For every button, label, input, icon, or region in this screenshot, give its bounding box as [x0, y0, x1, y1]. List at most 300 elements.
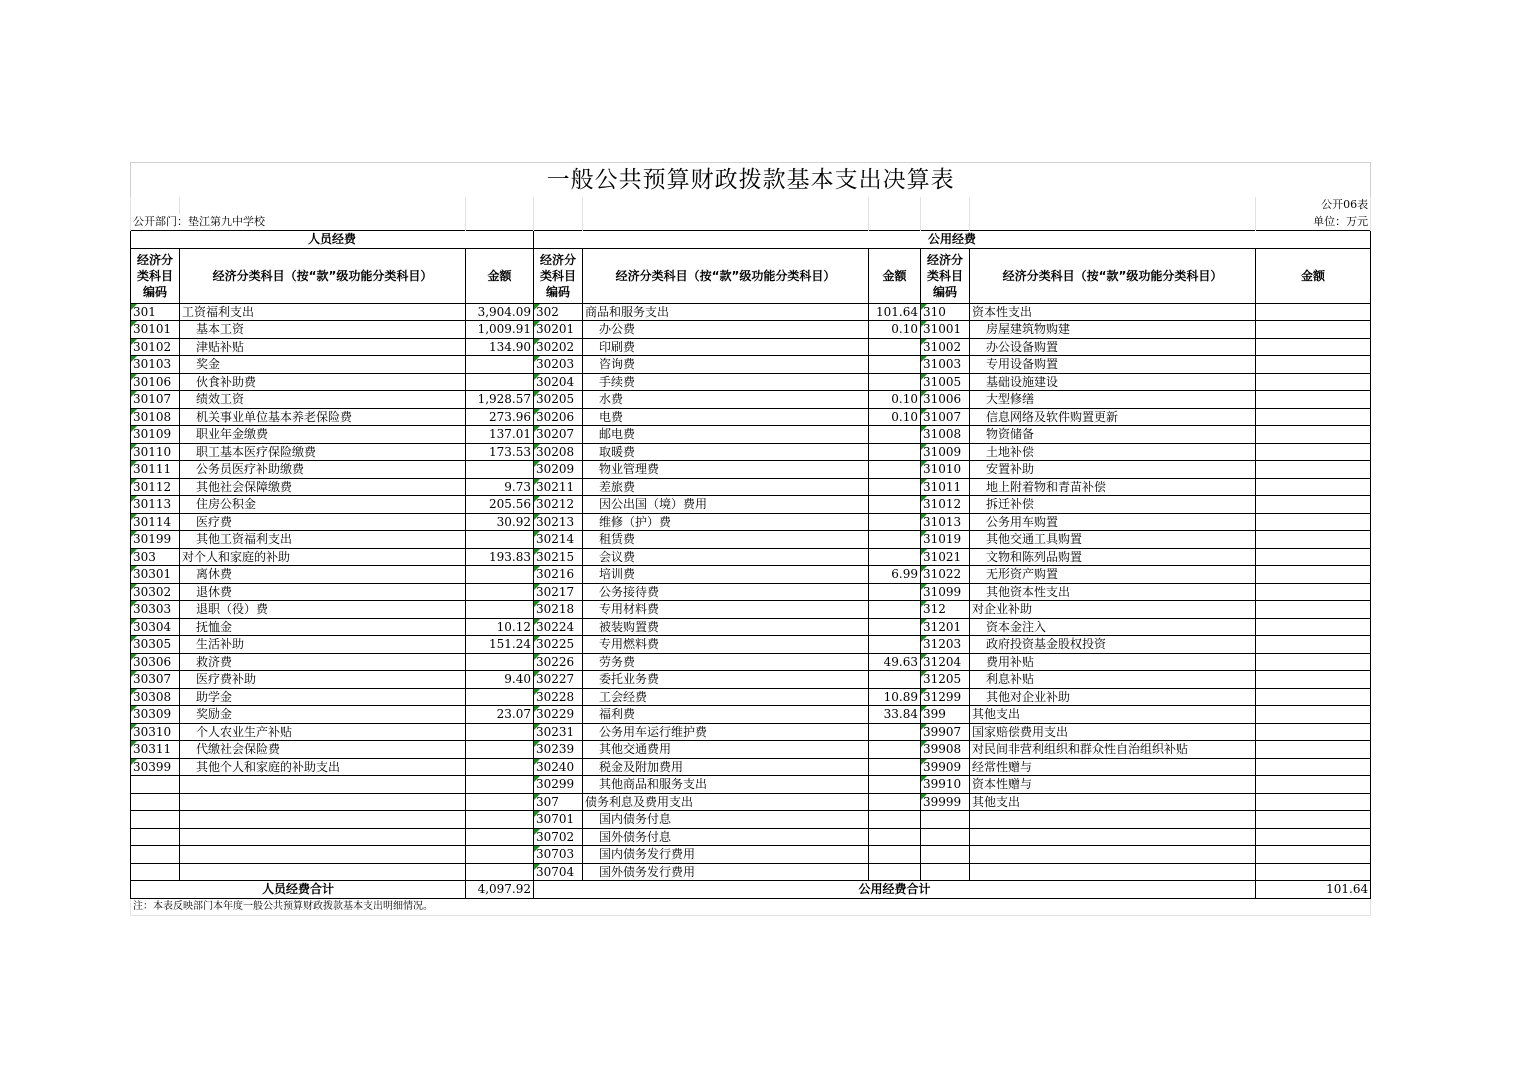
- table-row: [131, 443, 1371, 461]
- amount-cell: [1256, 513, 1371, 531]
- subject-name-cell: [180, 846, 466, 864]
- economic-code-cell: 30703: [534, 846, 583, 864]
- amount-cell: [869, 758, 921, 776]
- amount-cell: 10.89: [869, 688, 921, 706]
- economic-code-cell: [921, 863, 970, 881]
- amount-cell: [869, 776, 921, 794]
- amount-cell: 205.56: [466, 496, 534, 514]
- table-row: [131, 531, 1371, 549]
- table-row: [131, 653, 1371, 671]
- subject-name-cell: 其他支出: [970, 706, 1256, 724]
- amount-cell: 134.90: [466, 338, 534, 356]
- economic-code-cell: 31011: [921, 478, 970, 496]
- col-header-code: 经济分类科目编码: [131, 248, 180, 303]
- personnel-total-label: 人员经费合计: [131, 881, 466, 899]
- economic-code-cell: 31204: [921, 653, 970, 671]
- subject-name-cell: 退休费: [180, 583, 466, 601]
- amount-cell: [466, 653, 534, 671]
- table-row: [131, 793, 1371, 811]
- amount-cell: 9.40: [466, 671, 534, 689]
- economic-code-cell: 30204: [534, 373, 583, 391]
- economic-code-cell: 30227: [534, 671, 583, 689]
- amount-cell: [1256, 496, 1371, 514]
- table-row: [131, 863, 1371, 881]
- amount-cell: [466, 811, 534, 829]
- amount-cell: [1256, 303, 1371, 321]
- amount-cell: [466, 758, 534, 776]
- subject-name-cell: 生活补助: [180, 636, 466, 654]
- subject-name-cell: 机关事业单位基本养老保险费: [180, 408, 466, 426]
- amount-cell: [1256, 601, 1371, 619]
- economic-code-cell: 30228: [534, 688, 583, 706]
- economic-code-cell: 30303: [131, 601, 180, 619]
- subject-name-cell: 基础设施建设: [970, 373, 1256, 391]
- table-row: [131, 426, 1371, 444]
- economic-code-cell: 30701: [534, 811, 583, 829]
- subject-name-cell: 文物和陈列品购置: [970, 548, 1256, 566]
- subject-name-cell: 奖金: [180, 356, 466, 374]
- subject-name-cell: 其他支出: [970, 793, 1256, 811]
- subject-name-cell: 其他交通工具购置: [970, 531, 1256, 549]
- economic-code-cell: 39908: [921, 741, 970, 759]
- table-row: [131, 338, 1371, 356]
- economic-code-cell: 30302: [131, 583, 180, 601]
- subject-name-cell: 公务员医疗补助缴费: [180, 461, 466, 479]
- economic-code-cell: 30702: [534, 828, 583, 846]
- subject-name-cell: 政府投资基金股权投资: [970, 636, 1256, 654]
- table-row: [131, 548, 1371, 566]
- amount-cell: [1256, 531, 1371, 549]
- col-header-amount: 金额: [466, 248, 534, 303]
- amount-cell: 1,009.91: [466, 321, 534, 339]
- subject-name-cell: 安置补助: [970, 461, 1256, 479]
- amount-cell: [466, 793, 534, 811]
- table-row: [131, 303, 1371, 321]
- economic-code-cell: 30215: [534, 548, 583, 566]
- amount-cell: [869, 478, 921, 496]
- amount-cell: [1256, 583, 1371, 601]
- amount-cell: [1256, 653, 1371, 671]
- amount-cell: [1256, 461, 1371, 479]
- economic-code-cell: [131, 776, 180, 794]
- table-row: [131, 478, 1371, 496]
- economic-code-cell: 30202: [534, 338, 583, 356]
- economic-code-cell: 30205: [534, 391, 583, 409]
- subject-name-cell: [180, 793, 466, 811]
- subject-name-cell: 其他对企业补助: [970, 688, 1256, 706]
- economic-code-cell: 30112: [131, 478, 180, 496]
- subject-name-cell: 国内债务发行费用: [583, 846, 869, 864]
- subject-name-cell: 办公费: [583, 321, 869, 339]
- economic-code-cell: 301: [131, 303, 180, 321]
- amount-cell: 49.63: [869, 653, 921, 671]
- amount-cell: 137.01: [466, 426, 534, 444]
- subject-name-cell: 个人农业生产补贴: [180, 723, 466, 741]
- economic-code-cell: 30212: [534, 496, 583, 514]
- subject-name-cell: 公务用车购置: [970, 513, 1256, 531]
- col-header-name: 经济分类科目（按“款”级功能分类科目）: [583, 248, 869, 303]
- amount-cell: [869, 461, 921, 479]
- col-header-amount: 金额: [1256, 248, 1371, 303]
- economic-code-cell: 39909: [921, 758, 970, 776]
- amount-cell: [1256, 426, 1371, 444]
- amount-cell: 1,928.57: [466, 391, 534, 409]
- amount-cell: [1256, 373, 1371, 391]
- subject-name-cell: 工会经费: [583, 688, 869, 706]
- subject-name-cell: 专用燃料费: [583, 636, 869, 654]
- amount-cell: 151.24: [466, 636, 534, 654]
- table-row: [131, 811, 1371, 829]
- amount-cell: [869, 443, 921, 461]
- public-total-label: 公用经费合计: [534, 881, 1256, 899]
- economic-code-cell: 31001: [921, 321, 970, 339]
- economic-code-cell: 31002: [921, 338, 970, 356]
- amount-cell: 0.10: [869, 391, 921, 409]
- table-row: [131, 391, 1371, 409]
- economic-code-cell: 30211: [534, 478, 583, 496]
- amount-cell: [1256, 443, 1371, 461]
- amount-cell: [869, 373, 921, 391]
- subject-name-cell: 水费: [583, 391, 869, 409]
- amount-cell: 193.83: [466, 548, 534, 566]
- department-label: 公开部门：垫江第九中学校: [131, 214, 466, 231]
- subject-name-cell: [180, 828, 466, 846]
- economic-code-cell: 31007: [921, 408, 970, 426]
- subject-name-cell: 职业年金缴费: [180, 426, 466, 444]
- amount-cell: [1256, 811, 1371, 829]
- economic-code-cell: 30299: [534, 776, 583, 794]
- amount-cell: [1256, 478, 1371, 496]
- table-row: [131, 583, 1371, 601]
- economic-code-cell: 30109: [131, 426, 180, 444]
- amount-cell: [869, 793, 921, 811]
- subject-name-cell: 救济费: [180, 653, 466, 671]
- footnote: 注：本表反映部门本年度一般公共预算财政拨款基本支出明细情况。: [131, 898, 1371, 916]
- amount-cell: [869, 863, 921, 881]
- subject-name-cell: 职工基本医疗保险缴费: [180, 443, 466, 461]
- subject-name-cell: 其他个人和家庭的补助支出: [180, 758, 466, 776]
- col-header-name: 经济分类科目（按“款”级功能分类科目）: [180, 248, 466, 303]
- amount-cell: [869, 496, 921, 514]
- economic-code-cell: 30111: [131, 461, 180, 479]
- amount-cell: [869, 531, 921, 549]
- amount-cell: [1256, 688, 1371, 706]
- table-row: [131, 408, 1371, 426]
- economic-code-cell: 30113: [131, 496, 180, 514]
- unit-label: 单位：万元: [1256, 214, 1371, 231]
- economic-code-cell: [131, 846, 180, 864]
- subject-name-cell: 奖励金: [180, 706, 466, 724]
- amount-cell: 173.53: [466, 443, 534, 461]
- amount-cell: [466, 741, 534, 759]
- economic-code-cell: 30114: [131, 513, 180, 531]
- amount-cell: [1256, 321, 1371, 339]
- subject-name-cell: 助学金: [180, 688, 466, 706]
- economic-code-cell: 30209: [534, 461, 583, 479]
- economic-code-cell: 30310: [131, 723, 180, 741]
- subject-name-cell: [180, 863, 466, 881]
- subject-name-cell: 大型修缮: [970, 391, 1256, 409]
- economic-code-cell: 31003: [921, 356, 970, 374]
- economic-code-cell: 30107: [131, 391, 180, 409]
- report-title: 一般公共预算财政拨款基本支出决算表: [131, 163, 1371, 198]
- economic-code-cell: 39907: [921, 723, 970, 741]
- amount-cell: 0.10: [869, 321, 921, 339]
- amount-cell: [1256, 706, 1371, 724]
- amount-cell: [466, 828, 534, 846]
- amount-cell: [869, 618, 921, 636]
- economic-code-cell: 30226: [534, 653, 583, 671]
- public-total-amount: 101.64: [1256, 881, 1371, 899]
- economic-code-cell: 31012: [921, 496, 970, 514]
- subject-name-cell: 退职（役）费: [180, 601, 466, 619]
- economic-code-cell: 30399: [131, 758, 180, 776]
- economic-code-cell: 31010: [921, 461, 970, 479]
- economic-code-cell: 30311: [131, 741, 180, 759]
- amount-cell: [1256, 636, 1371, 654]
- amount-cell: [466, 461, 534, 479]
- economic-code-cell: 30203: [534, 356, 583, 374]
- subject-name-cell: 住房公积金: [180, 496, 466, 514]
- subject-name-cell: 对民间非营利组织和群众性自治组织补贴: [970, 741, 1256, 759]
- economic-code-cell: 30201: [534, 321, 583, 339]
- economic-code-cell: 30224: [534, 618, 583, 636]
- amount-cell: [1256, 863, 1371, 881]
- expenditure-table: [130, 162, 1371, 916]
- economic-code-cell: 31019: [921, 531, 970, 549]
- subject-name-cell: 印刷费: [583, 338, 869, 356]
- subject-name-cell: 对个人和家庭的补助: [180, 548, 466, 566]
- amount-cell: [1256, 793, 1371, 811]
- table-row: [131, 758, 1371, 776]
- subject-name-cell: 邮电费: [583, 426, 869, 444]
- economic-code-cell: 30216: [534, 566, 583, 584]
- amount-cell: [466, 601, 534, 619]
- amount-cell: 33.84: [869, 706, 921, 724]
- economic-code-cell: 30208: [534, 443, 583, 461]
- subject-name-cell: 税金及附加费用: [583, 758, 869, 776]
- amount-cell: [1256, 758, 1371, 776]
- table-row: [131, 828, 1371, 846]
- col-header-code: 经济分类科目编码: [534, 248, 583, 303]
- economic-code-cell: 30218: [534, 601, 583, 619]
- subject-name-cell: [970, 811, 1256, 829]
- subject-name-cell: 医疗费补助: [180, 671, 466, 689]
- amount-cell: [1256, 408, 1371, 426]
- amount-cell: [466, 776, 534, 794]
- table-row: [131, 513, 1371, 531]
- subject-name-cell: 其他工资福利支出: [180, 531, 466, 549]
- amount-cell: [869, 513, 921, 531]
- amount-cell: [869, 426, 921, 444]
- subject-name-cell: 房屋建筑物购建: [970, 321, 1256, 339]
- subject-name-cell: 其他资本性支出: [970, 583, 1256, 601]
- subject-name-cell: 维修（护）费: [583, 513, 869, 531]
- economic-code-cell: [921, 846, 970, 864]
- subject-name-cell: 基本工资: [180, 321, 466, 339]
- amount-cell: [466, 863, 534, 881]
- economic-code-cell: 30108: [131, 408, 180, 426]
- amount-cell: 10.12: [466, 618, 534, 636]
- amount-cell: [869, 671, 921, 689]
- subject-name-cell: 地上附着物和青苗补偿: [970, 478, 1256, 496]
- economic-code-cell: [131, 828, 180, 846]
- economic-code-cell: 30301: [131, 566, 180, 584]
- amount-cell: [869, 338, 921, 356]
- economic-code-cell: 30225: [534, 636, 583, 654]
- subject-name-cell: 物业管理费: [583, 461, 869, 479]
- economic-code-cell: 30231: [534, 723, 583, 741]
- subject-name-cell: 劳务费: [583, 653, 869, 671]
- amount-cell: [466, 846, 534, 864]
- subject-name-cell: [970, 828, 1256, 846]
- amount-cell: [1256, 723, 1371, 741]
- amount-cell: 9.73: [466, 478, 534, 496]
- amount-cell: [1256, 356, 1371, 374]
- amount-cell: [1256, 548, 1371, 566]
- table-row: [131, 636, 1371, 654]
- economic-code-cell: 30101: [131, 321, 180, 339]
- public-section-header: 公用经费: [534, 231, 1371, 249]
- subject-name-cell: 债务利息及费用支出: [583, 793, 869, 811]
- subject-name-cell: 其他交通费用: [583, 741, 869, 759]
- economic-code-cell: 31009: [921, 443, 970, 461]
- amount-cell: 30.92: [466, 513, 534, 531]
- economic-code-cell: 30309: [131, 706, 180, 724]
- economic-code-cell: 39999: [921, 793, 970, 811]
- subject-name-cell: 抚恤金: [180, 618, 466, 636]
- economic-code-cell: 30206: [534, 408, 583, 426]
- amount-cell: [466, 566, 534, 584]
- economic-code-cell: 31006: [921, 391, 970, 409]
- subject-name-cell: 资本金注入: [970, 618, 1256, 636]
- table-row: [131, 356, 1371, 374]
- amount-cell: 3,904.09: [466, 303, 534, 321]
- amount-cell: [869, 846, 921, 864]
- economic-code-cell: [131, 863, 180, 881]
- subject-name-cell: 医疗费: [180, 513, 466, 531]
- economic-code-cell: 30214: [534, 531, 583, 549]
- economic-code-cell: [131, 811, 180, 829]
- form-number: 公开06表: [1256, 197, 1371, 214]
- economic-code-cell: 31005: [921, 373, 970, 391]
- subject-name-cell: 福利费: [583, 706, 869, 724]
- economic-code-cell: 30213: [534, 513, 583, 531]
- economic-code-cell: 30207: [534, 426, 583, 444]
- col-header-name: 经济分类科目（按“款”级功能分类科目）: [970, 248, 1256, 303]
- economic-code-cell: 30307: [131, 671, 180, 689]
- subject-name-cell: [180, 811, 466, 829]
- economic-code-cell: 399: [921, 706, 970, 724]
- amount-cell: [1256, 618, 1371, 636]
- economic-code-cell: 30308: [131, 688, 180, 706]
- economic-code-cell: 30306: [131, 653, 180, 671]
- table-row: [131, 706, 1371, 724]
- subject-name-cell: 电费: [583, 408, 869, 426]
- subject-name-cell: 国内债务付息: [583, 811, 869, 829]
- subject-name-cell: 工资福利支出: [180, 303, 466, 321]
- economic-code-cell: 30106: [131, 373, 180, 391]
- economic-code-cell: 30704: [534, 863, 583, 881]
- table-row: [131, 618, 1371, 636]
- economic-code-cell: 31201: [921, 618, 970, 636]
- amount-cell: [466, 688, 534, 706]
- economic-code-cell: 30239: [534, 741, 583, 759]
- table-row: [131, 601, 1371, 619]
- economic-code-cell: 30217: [534, 583, 583, 601]
- amount-cell: [869, 583, 921, 601]
- subject-name-cell: 被装购置费: [583, 618, 869, 636]
- economic-code-cell: 31099: [921, 583, 970, 601]
- col-header-code: 经济分类科目编码: [921, 248, 970, 303]
- amount-cell: [1256, 566, 1371, 584]
- subject-name-cell: 国家赔偿费用支出: [970, 723, 1256, 741]
- economic-code-cell: 30304: [131, 618, 180, 636]
- subject-name-cell: 伙食补助费: [180, 373, 466, 391]
- economic-code-cell: 39910: [921, 776, 970, 794]
- subject-name-cell: 对企业补助: [970, 601, 1256, 619]
- amount-cell: [1256, 846, 1371, 864]
- subject-name-cell: 津贴补贴: [180, 338, 466, 356]
- table-row: [131, 566, 1371, 584]
- economic-code-cell: 30103: [131, 356, 180, 374]
- subject-name-cell: 其他商品和服务支出: [583, 776, 869, 794]
- amount-cell: 273.96: [466, 408, 534, 426]
- personnel-section-header: 人员经费: [131, 231, 534, 249]
- economic-code-cell: [131, 793, 180, 811]
- subject-name-cell: 商品和服务支出: [583, 303, 869, 321]
- amount-cell: 101.64: [869, 303, 921, 321]
- subject-name-cell: 取暖费: [583, 443, 869, 461]
- table-row: [131, 846, 1371, 864]
- subject-name-cell: 经常性赠与: [970, 758, 1256, 776]
- subject-name-cell: 信息网络及软件购置更新: [970, 408, 1256, 426]
- table-row: [131, 776, 1371, 794]
- amount-cell: [869, 548, 921, 566]
- amount-cell: [869, 741, 921, 759]
- personnel-total-amount: 4,097.92: [466, 881, 534, 899]
- amount-cell: [466, 723, 534, 741]
- subject-name-cell: 因公出国（境）费用: [583, 496, 869, 514]
- economic-code-cell: [921, 828, 970, 846]
- subject-name-cell: 土地补偿: [970, 443, 1256, 461]
- subject-name-cell: [970, 846, 1256, 864]
- amount-cell: [869, 356, 921, 374]
- subject-name-cell: 专用设备购置: [970, 356, 1256, 374]
- economic-code-cell: 30305: [131, 636, 180, 654]
- amount-cell: [1256, 671, 1371, 689]
- economic-code-cell: 30240: [534, 758, 583, 776]
- economic-code-cell: 302: [534, 303, 583, 321]
- subject-name-cell: 代缴社会保险费: [180, 741, 466, 759]
- budget-sheet: [130, 162, 1370, 916]
- subject-name-cell: 绩效工资: [180, 391, 466, 409]
- economic-code-cell: 31013: [921, 513, 970, 531]
- subject-name-cell: 会议费: [583, 548, 869, 566]
- table-row: [131, 741, 1371, 759]
- subject-name-cell: 拆迁补偿: [970, 496, 1256, 514]
- economic-code-cell: 31022: [921, 566, 970, 584]
- subject-name-cell: 离休费: [180, 566, 466, 584]
- subject-name-cell: 办公设备购置: [970, 338, 1256, 356]
- subject-name-cell: [970, 863, 1256, 881]
- subject-name-cell: 其他社会保障缴费: [180, 478, 466, 496]
- table-row: [131, 321, 1371, 339]
- economic-code-cell: 31299: [921, 688, 970, 706]
- subject-name-cell: 租赁费: [583, 531, 869, 549]
- amount-cell: [1256, 741, 1371, 759]
- economic-code-cell: 31205: [921, 671, 970, 689]
